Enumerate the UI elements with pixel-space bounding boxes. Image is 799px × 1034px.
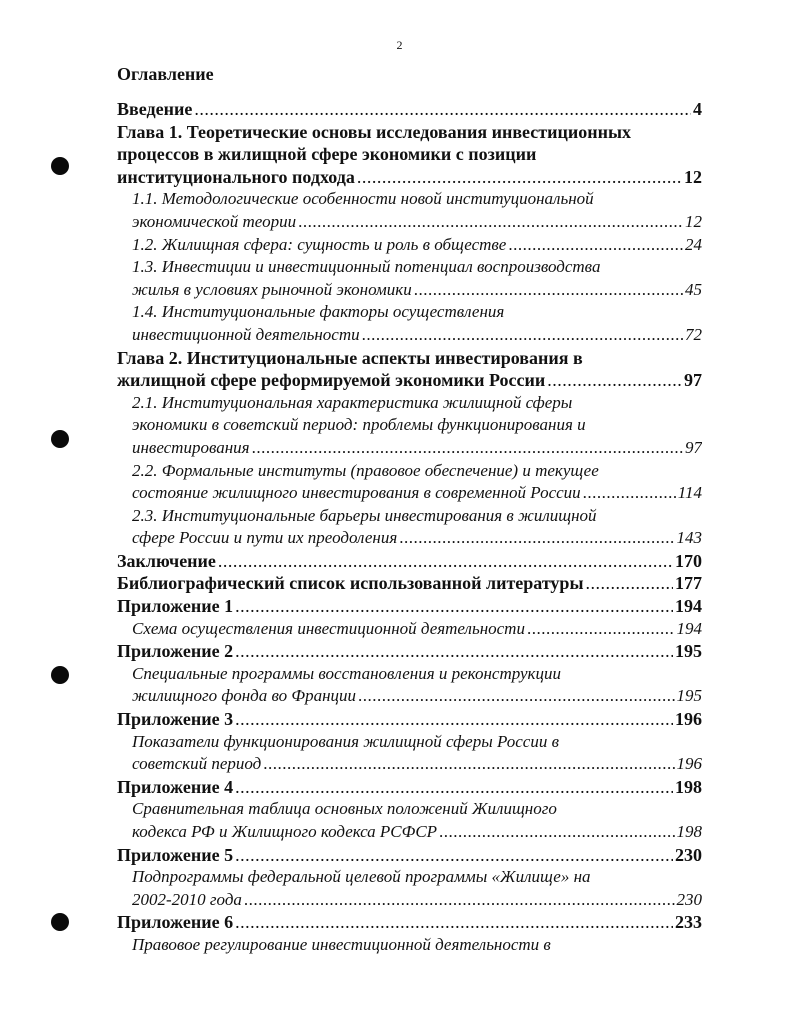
- toc-entry-text: 1.2. Жилищная сфера: сущность и роль в обществе: [132, 234, 507, 254]
- toc-entry: [117, 347, 702, 370]
- toc-entry: [117, 482, 702, 505]
- toc-entry: [117, 889, 702, 912]
- toc-entry-text: Сравнительная таблица основных положений Жилищного: [132, 799, 557, 819]
- toc-entry: [117, 934, 702, 957]
- toc-entry-page: 194: [676, 618, 702, 638]
- toc-entry-page: 12: [685, 211, 702, 231]
- toc-entry-text: Заключение: [117, 550, 216, 571]
- toc-entry-page: 4: [693, 99, 702, 119]
- toc-entry-text: Приложение 5: [117, 844, 234, 865]
- toc-entry: [117, 437, 702, 460]
- toc-entry: [117, 708, 702, 731]
- toc-entry: [117, 505, 702, 528]
- toc-entry-text: жилищной сфере реформируемой экономики России: [117, 370, 546, 391]
- page-number: 2: [396, 38, 403, 52]
- toc-entry-text: состояние жилищного инвестирования в современной России: [132, 483, 581, 503]
- dot-leader: [357, 166, 682, 189]
- toc-entry: [117, 618, 702, 641]
- toc-entry-page: 196: [675, 709, 702, 730]
- toc-entry: [117, 188, 702, 211]
- toc-entry-text: Глава 1. Теоретические основы исследования инвестиционных: [117, 121, 632, 142]
- toc-entry-page: 72: [685, 324, 702, 344]
- toc-entry: [117, 731, 702, 754]
- toc-entry: [117, 369, 702, 392]
- toc-entry-text: Приложение 3: [117, 709, 234, 730]
- toc-entry-page: 195: [676, 686, 702, 706]
- toc-entry: [117, 844, 702, 867]
- dot-leader: [244, 889, 675, 912]
- toc-entry-page: 196: [676, 754, 702, 774]
- toc-entry: [117, 211, 702, 234]
- dot-leader: [583, 482, 676, 505]
- toc-entry-text: Библиографический список использованной литературы: [117, 573, 584, 594]
- toc-entry: [117, 324, 702, 347]
- dot-leader: [235, 640, 673, 663]
- dot-leader: [235, 844, 673, 867]
- toc-entry-text: институционального подхода: [117, 166, 355, 187]
- toc-entry: [117, 301, 702, 324]
- toc-entry-text: 1.3. Инвестиции и инвестиционный потенциал воспроизводства: [132, 257, 601, 277]
- toc-entry-text: инвестирования: [132, 437, 250, 457]
- toc-entry-text: советский период: [132, 754, 262, 774]
- dot-leader: [235, 776, 673, 799]
- toc-entry: [117, 98, 702, 121]
- toc-entry-page: 198: [676, 822, 702, 841]
- toc-entry: [117, 392, 702, 415]
- toc-entry-text: Подпрограммы федеральной целевой программы «Жилище» на: [132, 867, 591, 887]
- toc-entry-text: инвестиционной деятельности: [132, 324, 360, 344]
- toc-entry: [117, 595, 702, 618]
- punch-hole-icon: [51, 157, 69, 175]
- toc-entry-text: Специальные программы восстановления и реконструкции: [132, 663, 562, 683]
- toc-entry-text: Приложение 1: [117, 596, 234, 617]
- toc-entry: [117, 550, 702, 573]
- toc-title: Оглавление: [117, 64, 214, 84]
- toc-entry: [117, 572, 702, 595]
- punch-hole-icon: [51, 430, 69, 448]
- toc-entry-page: 24: [685, 234, 702, 254]
- toc-entry: [117, 911, 702, 934]
- toc-entry: [117, 685, 702, 708]
- toc-entry: [117, 866, 702, 889]
- dot-leader: [358, 685, 674, 708]
- toc-entry-text: жилья в условиях рыночной экономики: [132, 279, 412, 299]
- toc-entry-text: процессов в жилищной сфере экономики с позиции: [117, 144, 537, 165]
- toc-entry: [117, 527, 702, 550]
- dot-leader: [399, 527, 674, 550]
- toc-entry-page: 45: [685, 279, 702, 299]
- toc-entry-text: 2002-2010 года: [132, 889, 242, 909]
- dot-leader: [298, 211, 683, 234]
- toc-entry-page: 170: [675, 550, 702, 571]
- toc-entry-text: кодекса РФ и Жилищного кодекса РСФСР: [132, 822, 438, 841]
- toc-entry-text: экономической теории: [132, 211, 297, 231]
- toc-entry: [117, 234, 702, 257]
- toc-entry-text: Приложение 2: [117, 641, 234, 662]
- toc-entry-text: 2.1. Институциональная характеристика жилищной сферы: [132, 392, 573, 412]
- dot-leader: [508, 234, 683, 257]
- toc-entry: [117, 460, 702, 483]
- toc-entry-page: 194: [675, 596, 702, 617]
- dot-leader: [218, 550, 673, 573]
- dot-leader: [586, 572, 674, 595]
- toc-entry: [117, 256, 702, 279]
- toc-entry-page: 198: [675, 776, 702, 797]
- toc-entry: [117, 121, 702, 144]
- toc-entry: [117, 414, 702, 437]
- toc-entry-page: 230: [676, 889, 702, 909]
- toc-entry: [117, 279, 702, 302]
- toc-entry-text: Приложение 6: [117, 912, 234, 933]
- toc-entry-page: 177: [675, 573, 702, 594]
- toc-entry-text: Глава 2. Институциональные аспекты инвестирования в: [117, 347, 583, 368]
- toc-entry-page: 233: [675, 912, 702, 933]
- toc-entry: [117, 798, 702, 821]
- toc-entry-text: сфере России и пути их преодоления: [132, 528, 398, 548]
- toc-entry-text: 1.4. Институциональные факторы осуществления: [132, 302, 505, 322]
- toc-entry-page: 97: [684, 370, 702, 391]
- toc-entry-text: Приложение 4: [117, 776, 234, 797]
- dot-leader: [252, 437, 683, 460]
- toc-entry-text: Схема осуществления инвестиционной деятельности: [132, 618, 525, 638]
- toc-entry-page: 195: [675, 641, 702, 662]
- toc-entry-text: экономики в советский период: проблемы функционирования и: [132, 415, 586, 435]
- toc-entry: [117, 640, 702, 663]
- toc-entry-page: 114: [677, 483, 702, 503]
- toc-entry-text: Показатели функционирования жилищной сферы России в: [132, 731, 559, 751]
- dot-leader: [194, 98, 691, 121]
- toc-entry: [117, 776, 702, 799]
- toc-entry-page: 97: [685, 437, 702, 457]
- table-of-contents: [117, 98, 702, 957]
- dot-leader: [235, 708, 673, 731]
- toc-entry-text: 2.3. Институциональные барьеры инвестирования в жилищной: [132, 505, 597, 525]
- toc-entry-text: Правовое регулирование инвестиционной деятельности в: [132, 934, 551, 954]
- toc-entry: [117, 663, 702, 686]
- punch-hole-icon: [51, 913, 69, 931]
- toc-entry-text: жилищного фонда во Франции: [132, 686, 357, 706]
- toc-entry: [117, 821, 702, 844]
- dot-leader: [414, 279, 683, 302]
- toc-entry-text: 1.1. Методологические особенности новой институциональной: [132, 189, 594, 209]
- dot-leader: [439, 821, 674, 844]
- dot-leader: [527, 618, 675, 641]
- toc-entry: [117, 753, 702, 776]
- dot-leader: [263, 753, 674, 776]
- toc-entry-page: 143: [676, 528, 702, 548]
- toc-entry-page: 12: [684, 166, 702, 187]
- toc-entry: [117, 166, 702, 189]
- toc-entry-page: 230: [675, 844, 702, 865]
- dot-leader: [235, 911, 673, 934]
- toc-entry-text: Введение: [117, 99, 193, 119]
- dot-leader: [235, 595, 673, 618]
- punch-hole-icon: [51, 666, 69, 684]
- dot-leader: [362, 324, 683, 347]
- toc-entry-text: 2.2. Формальные институты (правовое обеспечение) и текущее: [132, 460, 599, 480]
- dot-leader: [547, 369, 682, 392]
- toc-entry: [117, 143, 702, 166]
